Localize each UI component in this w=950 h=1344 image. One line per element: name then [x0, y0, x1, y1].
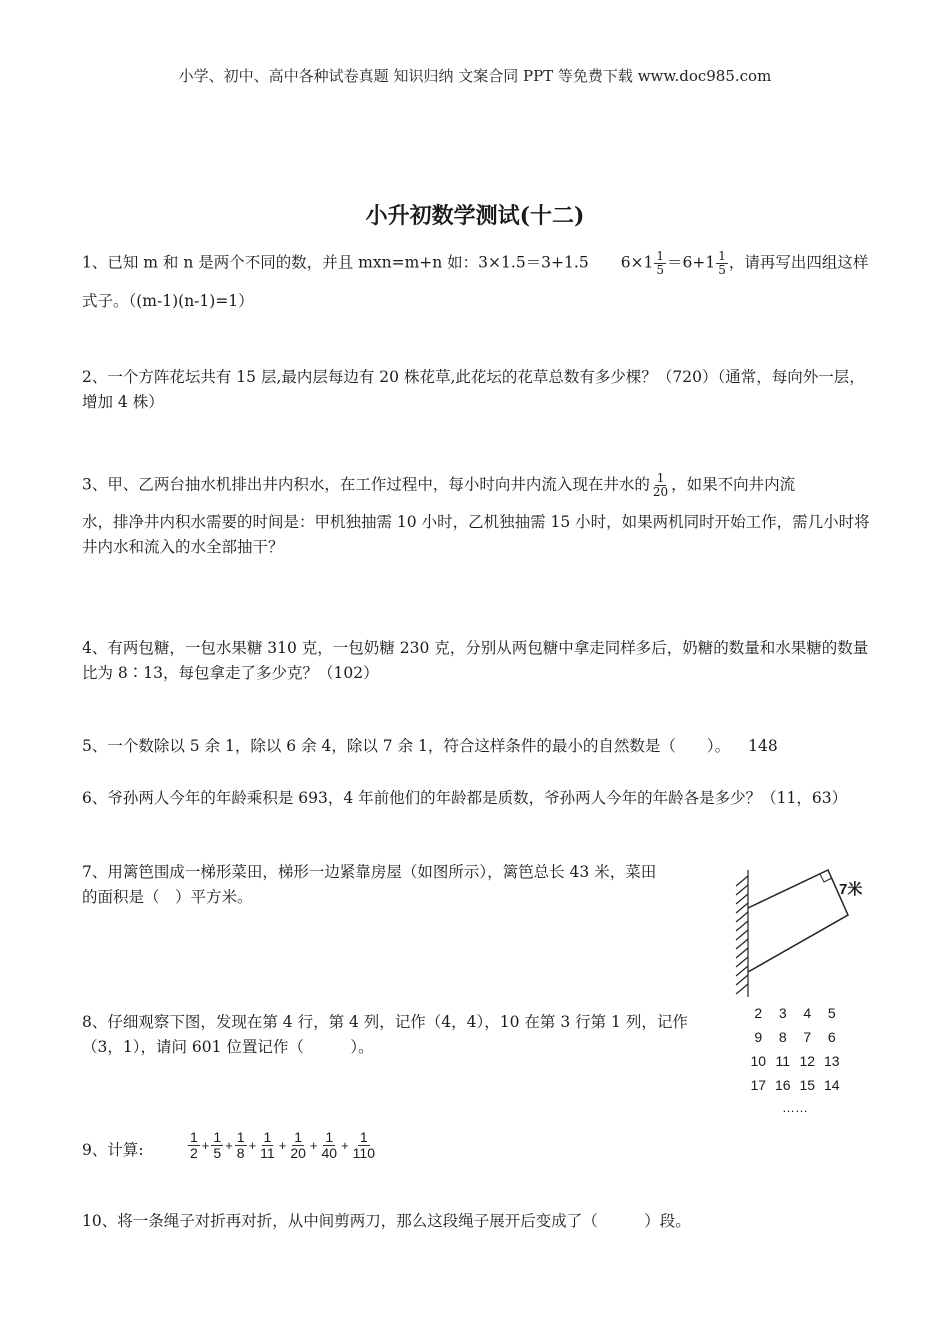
sum-fraction: $\frac{1}{40}$ [321, 1129, 338, 1161]
plus-sign: + [225, 1138, 233, 1153]
grid-cell: 16 [774, 1077, 791, 1093]
grid-row [746, 1101, 844, 1119]
q1-text-b: ，请再写出四组这样 [728, 253, 869, 272]
grid-row [746, 1077, 844, 1101]
wall-hatch [736, 948, 748, 958]
grid-ellipsis: …… [782, 1100, 808, 1115]
q5-answer: 148 [748, 737, 778, 755]
q3-text-a: 3、甲、乙两台抽水机排出井内积水，在工作过程中，每小时向井内流入现在井水的 [82, 475, 650, 494]
grid-cell: 2 [754, 1005, 763, 1021]
question-3-line-2: 水，排净井内积水需要的时间是：甲机独抽需 10 小时，乙机独抽需 15 小时，如果两机同时开始工作，需几小时将井内水和流入的水全部抽干？ [82, 513, 870, 556]
wall-hatch [736, 885, 748, 895]
wall-hatch [736, 894, 748, 904]
wall-hatch [736, 939, 748, 949]
grid-cell: 12 [799, 1053, 816, 1069]
site-banner: 小学、初中、高中各种试卷真题 知识归纳 文案合同 PPT 等免费下载 www.doc985.com [178, 67, 772, 85]
question-2: 2、一个方阵花坛共有 15 层,最内层每边有 20 株花草,此花坛的花草总数有多少棵？（720）（通常，每向外一层，增加 4 株） [82, 368, 865, 411]
grid-cell: 9 [754, 1029, 763, 1045]
sum-fraction: $\frac{1}{2}$ [190, 1129, 198, 1161]
wall-hatch [736, 966, 748, 976]
grid-cell: 10 [750, 1053, 767, 1069]
grid-cell: 8 [778, 1029, 787, 1045]
question-9-label: 9、计算: [82, 1141, 144, 1159]
q1-example-2b: ＝6+1 [667, 253, 716, 272]
plus-sign: + [278, 1138, 287, 1153]
number-grid [746, 1005, 844, 1119]
plus-sign: + [309, 1138, 318, 1153]
sum-fraction: $\frac{1}{20}$ [290, 1129, 306, 1161]
sum-fraction: $\frac{1}{5}$ [213, 1129, 222, 1161]
q1-fraction-1: $\frac{1}{5}$ [656, 249, 665, 277]
q1-text-a: 1、已知 m 和 n 是两个不同的数，并且 mxn=m+n 如：3×1.5＝3+1.5 [82, 253, 589, 272]
question-10: 10、将一条绳子对折再对折，从中间剪两刀，那么这段绳子展开后变成了（ ）段。 [82, 1212, 691, 1230]
wall-hatch [736, 912, 748, 922]
grid-cell: 13 [823, 1053, 840, 1069]
grid-cell: 11 [775, 1053, 791, 1069]
wall-hatch [736, 984, 748, 994]
question-3-line-1 [82, 472, 795, 499]
page-title: 小升初数学测试(十二) [365, 203, 585, 229]
sum-fraction: $\frac{1}{110}$ [352, 1129, 375, 1161]
wall-hatch [736, 957, 748, 967]
sum-fraction: $\frac{1}{11}$ [260, 1129, 275, 1161]
plus-sign: + [201, 1138, 210, 1153]
wall-hatch [736, 903, 748, 913]
sum-fraction: $\frac{1}{8}$ [236, 1129, 245, 1161]
plus-sign: + [341, 1138, 349, 1153]
question-8-line-2: （3，1），请问 601 位置记作（ ）。 [82, 1038, 374, 1056]
figure-side-label: 7米 [839, 881, 863, 898]
question-8-line-1: 8、仔细观察下图，发现在第 4 行，第 4 列，记作（4，4），10 在第 3 行第 1 列，记作 [82, 1013, 688, 1031]
grid-cell: 15 [799, 1077, 816, 1093]
question-1-line-2: 式子。（(m-1)(n-1)=1） [82, 292, 254, 310]
q3-text-b: ，如果不向井内流 [671, 475, 796, 494]
grid-row [746, 1029, 844, 1053]
question-4: 4、有两包糖，一包水果糖 310 克，一包奶糖 230 克，分别从两包糖中拿走同样多后，奶糖的数量和水果糖的数量比为 8∶13，每包拿走了多少克？（102） [82, 639, 869, 682]
wall-hatch [736, 930, 748, 940]
grid-cell: 6 [827, 1029, 836, 1045]
grid-cell: 7 [803, 1029, 812, 1045]
grid-row [746, 1053, 844, 1077]
grid-cell: 5 [827, 1005, 836, 1021]
question-1-line-1 [82, 250, 868, 277]
wall-hatch [736, 921, 748, 931]
fraction-sum-expression [187, 1130, 378, 1161]
trapezoid-field-figure [728, 860, 888, 1000]
plus-sign: + [248, 1138, 257, 1153]
grid-cell: 17 [750, 1077, 767, 1093]
question-6: 6、爷孙两人今年的年龄乘积是 693，4 年前他们的年龄都是质数，爷孙两人今年的年龄各是多少？（11，63） [82, 789, 848, 807]
grid-row [746, 1005, 844, 1029]
wall-hatch [736, 876, 748, 886]
q1-example-2a: 6×1 [620, 253, 654, 272]
grid-cell: 4 [803, 1005, 812, 1021]
q3-fraction: $\frac{1}{20}$ [652, 471, 669, 499]
grid-cell: 14 [823, 1077, 840, 1093]
wall-hatch [736, 975, 748, 985]
fence-outline [748, 870, 848, 972]
q1-fraction-2: $\frac{1}{5}$ [718, 249, 726, 277]
q5-text: 5、一个数除以 5 余 1，除以 6 余 4，除以 7 余 1，符合这样条件的最小的自然数是（ ）。 [82, 737, 731, 755]
grid-cell: 3 [778, 1005, 787, 1021]
question-7-line-2: 的面积是（ ）平方米。 [82, 888, 253, 906]
question-5 [82, 737, 778, 755]
question-7-line-1: 7、用篱笆围成一梯形菜田，梯形一边紧靠房屋（如图所示），篱笆总长 43 米，菜田 [82, 863, 657, 881]
